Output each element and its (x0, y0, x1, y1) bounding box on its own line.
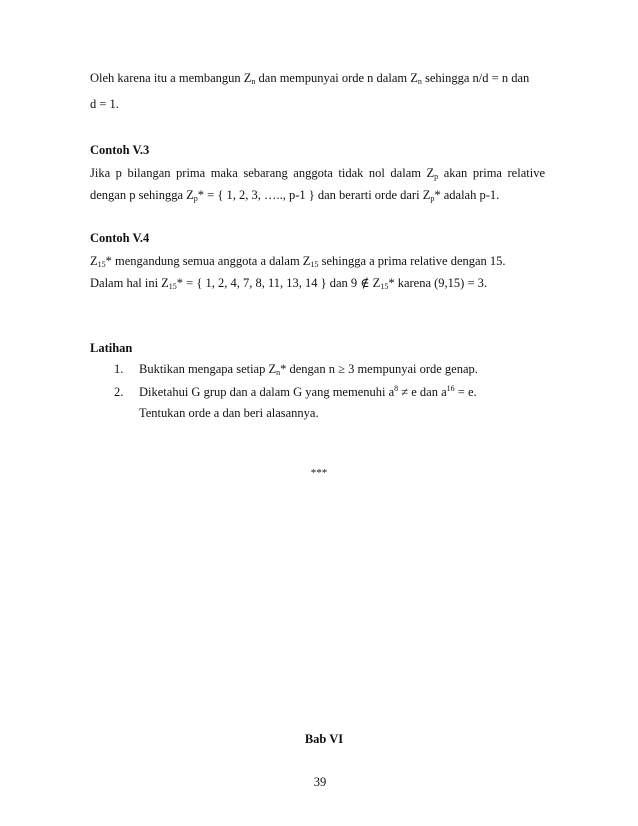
latihan-item-1 (114, 361, 478, 377)
subscript: p (430, 194, 435, 203)
text: * dengan n ≥ 3 mempunyai orde genap. (280, 362, 478, 376)
contoh-v3-heading: Contoh V.3 (90, 143, 150, 157)
list-number: 2. (114, 385, 124, 399)
subscript: n (417, 77, 422, 86)
text: dan mempunyai orde n dalam Z (255, 71, 418, 85)
text: sehingga n/d = n dan (421, 71, 530, 85)
text: * karena (9,15) = 3. (388, 276, 488, 290)
text: Jika p bilangan prima maka sebarang anggota tidak nol dalam Z (90, 166, 435, 180)
text: * adalah p-1. (434, 188, 500, 202)
subscript: 15 (168, 282, 177, 291)
list-number: 1. (114, 362, 124, 376)
subscript: 15 (310, 260, 319, 269)
text: Diketahui G grup dan a dalam G yang memenuhi a (139, 385, 395, 399)
text: Buktikan mengapa setiap Z (139, 362, 277, 376)
intro-line-2: d = 1. (90, 97, 119, 111)
text: Oleh karena itu a membangun Z (90, 71, 252, 85)
contoh-v4-line-1 (90, 253, 506, 269)
text: sehingga a prima relative dengan 15. (318, 254, 506, 268)
contoh-v4-line-2 (90, 275, 487, 291)
subscript: p (193, 194, 198, 203)
text: Z (90, 254, 98, 268)
latihan-heading: Latihan (90, 341, 133, 355)
latihan-item-2 (114, 384, 477, 400)
text: * mengandung semua anggota a dalam Z (105, 254, 311, 268)
section-separator: *** (310, 467, 328, 479)
contoh-v4-heading: Contoh V.4 (90, 231, 150, 245)
text: akan prima relative (438, 166, 545, 180)
subscript: n (251, 77, 256, 86)
text: Dalam hal ini Z (90, 276, 169, 290)
page-number: 39 (313, 775, 327, 789)
subscript: 15 (380, 282, 389, 291)
intro-line-1 (90, 70, 529, 86)
text: ≠ e dan a (398, 385, 447, 399)
superscript: 8 (394, 384, 399, 393)
next-chapter-heading: Bab VI (304, 732, 344, 746)
superscript: 16 (446, 384, 455, 393)
text: dengan p sehingga Z (90, 188, 194, 202)
contoh-v3-line-2 (90, 187, 499, 203)
subscript: p (434, 172, 439, 181)
text: = e. (454, 385, 477, 399)
text: * = { 1, 2, 3, ….., p-1 } dan berarti orde dari Z (197, 188, 431, 202)
latihan-item-2-continuation: Tentukan orde a dan beri alasannya. (139, 406, 319, 420)
subscript: n (276, 368, 281, 377)
subscript: 15 (97, 260, 106, 269)
text: * = { 1, 2, 4, 7, 8, 11, 13, 14 } dan 9 ∉ Z (176, 276, 381, 290)
contoh-v3-line-1 (90, 165, 545, 181)
